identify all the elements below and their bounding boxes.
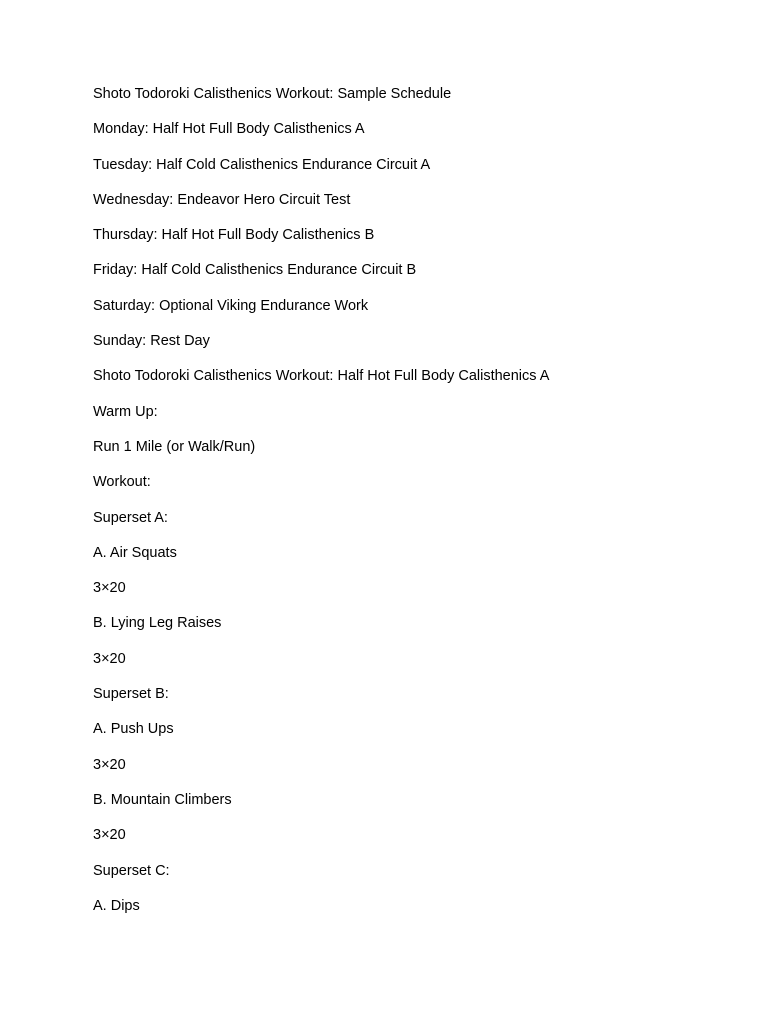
schedule-saturday: Saturday: Optional Viking Endurance Work: [93, 297, 369, 314]
exercise-push-ups: A. Push Ups: [93, 721, 174, 738]
superset-a-label: Superset A:: [93, 509, 168, 526]
superset-c-label: Superset C:: [93, 862, 170, 879]
sets-reps: 3×20: [93, 650, 126, 667]
schedule-wednesday: Wednesday: Endeavor Hero Circuit Test: [93, 191, 351, 208]
schedule-tuesday: Tuesday: Half Cold Calisthenics Endurance Circuit A: [93, 156, 431, 173]
schedule-monday: Monday: Half Hot Full Body Calisthenics A: [93, 121, 365, 138]
exercise-lying-leg-raises: B. Lying Leg Raises: [93, 615, 222, 632]
workout-label: Workout:: [93, 474, 151, 491]
schedule-heading: Shoto Todoroki Calisthenics Workout: Sample Schedule: [93, 86, 452, 102]
document-page: [93, 86, 733, 933]
schedule-friday: Friday: Half Cold Calisthenics Endurance Circuit B: [93, 262, 417, 279]
sets-reps: 3×20: [93, 827, 126, 844]
exercise-dips: A. Dips: [93, 897, 140, 914]
superset-b-label: Superset B:: [93, 686, 169, 703]
exercise-mountain-climbers: B. Mountain Climbers: [93, 791, 232, 808]
schedule-sunday: Sunday: Rest Day: [93, 333, 210, 350]
exercise-air-squats: A. Air Squats: [93, 544, 177, 561]
sets-reps: 3×20: [93, 756, 126, 773]
sets-reps: 3×20: [93, 580, 126, 597]
workout-heading: Shoto Todoroki Calisthenics Workout: Half Hot Full Body Calisthenics A: [93, 368, 550, 385]
warm-up-label: Warm Up:: [93, 403, 158, 420]
warm-up-item: Run 1 Mile (or Walk/Run): [93, 438, 256, 455]
schedule-thursday: Thursday: Half Hot Full Body Calisthenics B: [93, 227, 375, 244]
